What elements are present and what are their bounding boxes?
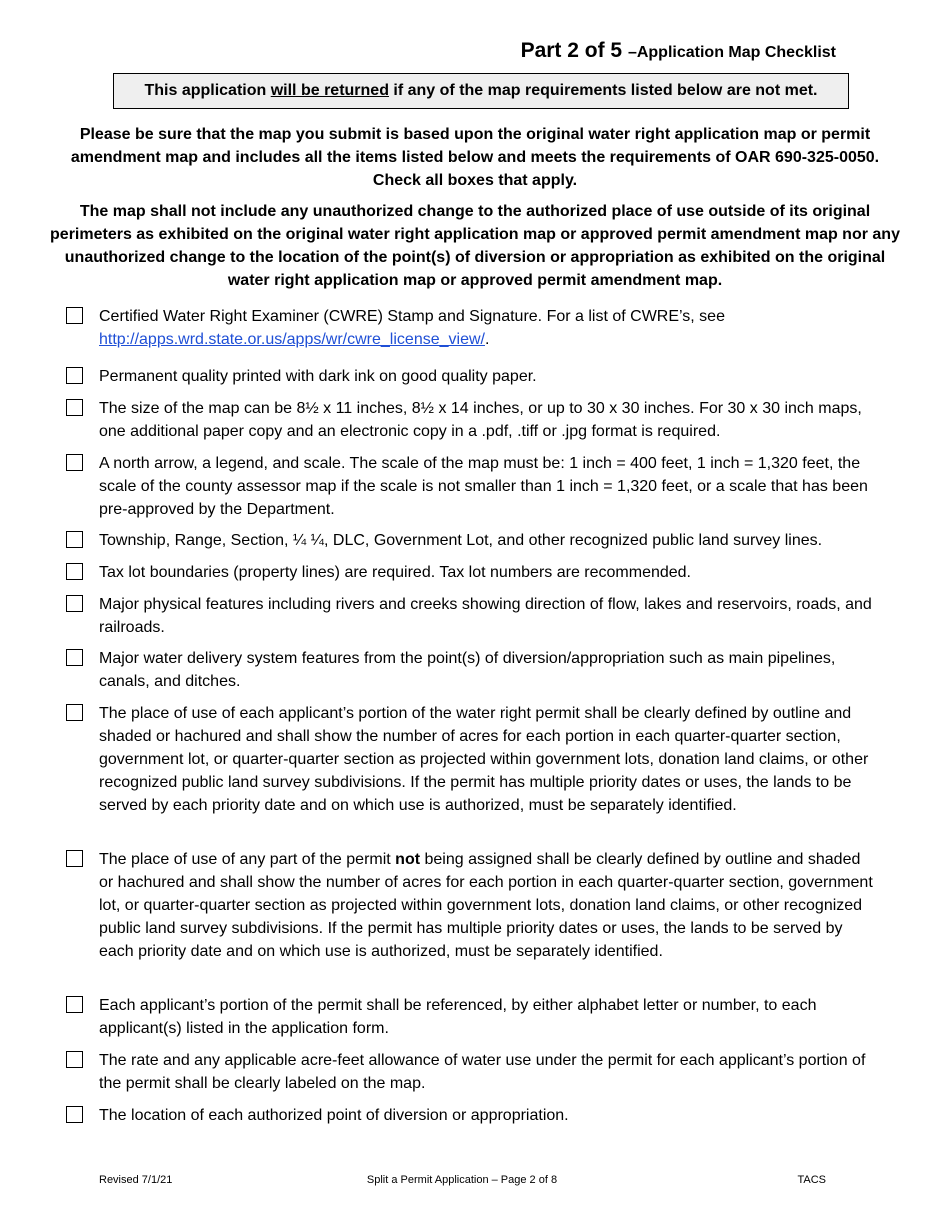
checkbox[interactable] bbox=[66, 704, 83, 721]
intro-paragraph: Please be sure that the map you submit is based upon the original water right application map or permit amendment map and includes all the items listed below and meets the requirements of OAR 690-325-0050. Check all boxes that apply. bbox=[70, 126, 880, 189]
checklist-item-text: The size of the map can be 8½ x 11 inches, 8½ x 14 inches, or up to 30 x 30 inches. For 30 x 30 inch maps, one additional paper copy and an electronic copy in a .pdf, .tiff or .jpg format is required. bbox=[99, 400, 862, 440]
checkbox[interactable] bbox=[66, 563, 83, 580]
header-subtitle: –Application Map Checklist bbox=[627, 44, 836, 61]
checkbox[interactable] bbox=[66, 307, 83, 324]
footer-revised: Revised 7/1/21 bbox=[99, 1174, 173, 1186]
page-header bbox=[521, 37, 836, 67]
part-label: Part 2 of 5 bbox=[520, 39, 623, 62]
checklist-item-text: A north arrow, a legend, and scale. The scale of the map must be: 1 inch = 400 feet, 1 inch = 1,320 feet, the scale of the county assessor map if the scale is not smaller than 1 inch = 1,320 feet, or a scale that has been pre-approved by the Department. bbox=[99, 455, 868, 518]
checkbox[interactable] bbox=[66, 649, 83, 666]
checklist-item-text: The location of each authorized point of diversion or appropriation. bbox=[99, 1107, 569, 1124]
checklist-item-text: Township, Range, Section, ¼ ¼, DLC, Government Lot, and other recognized public land survey lines. bbox=[99, 532, 823, 549]
restriction-paragraph: The map shall not include any unauthorized change to the authorized place of use outside of its original perimeters as exhibited on the original water right application map or approved permit amendment map nor any unauthorized change to the location of the point(s) of diversion or appropriation as exhibited on the original water right application map or approved permit amendment map. bbox=[50, 203, 900, 289]
checkbox[interactable] bbox=[66, 531, 83, 548]
checkbox[interactable] bbox=[66, 399, 83, 416]
checklist-item-text: The place of use of any part of the permit not being assigned shall be clearly defined by outline and shaded or hachured and shall show the number of acres for each portion in each quarter-quarter section, government lot, or quarter-quarter section as projected within government lots, donation land claims, or other recognized public land survey subdivisions. If the permit has multiple priority dates or uses, the lands to be served by each priority date and on which use is authorized, must be separately identified. bbox=[99, 851, 873, 960]
checklist-item-text: The rate and any applicable acre-feet allowance of water use under the permit for each applicant’s portion of the permit shall be clearly labeled on the map. bbox=[99, 1052, 866, 1092]
banner-suffix: if any of the map requirements listed below are not met. bbox=[388, 82, 818, 99]
checklist-item-text: Major physical features including rivers and creeks showing direction of flow, lakes and reservoirs, roads, and railroads. bbox=[99, 596, 872, 636]
return-warning-banner bbox=[113, 73, 849, 109]
not-emphasis: not bbox=[395, 851, 421, 868]
checklist-item-text: Major water delivery system features from the point(s) of diversion/appropriation such as main pipelines, canals, and ditches. bbox=[99, 650, 836, 690]
banner-prefix: This application bbox=[144, 82, 271, 99]
checkbox[interactable] bbox=[66, 595, 83, 612]
banner-emphasis: will be returned bbox=[270, 82, 389, 99]
checklist-item-text: Each applicant’s portion of the permit shall be referenced, by either alphabet letter or number, to each applicant(s) listed in the application form. bbox=[99, 997, 817, 1037]
footer-code: TACS bbox=[797, 1174, 826, 1186]
footer-page: Split a Permit Application – Page 2 of 8 bbox=[366, 1174, 558, 1186]
checkbox[interactable] bbox=[66, 1051, 83, 1068]
cwre-list-link[interactable]: http://apps.wrd.state.or.us/apps/wr/cwre_license_view/ bbox=[99, 331, 485, 348]
checklist-item-text: Certified Water Right Examiner (CWRE) Stamp and Signature. For a list of CWRE’s, see http://apps.wrd.state.or.us/apps/wr/cwre_license_view/. bbox=[99, 308, 725, 348]
checklist-item-text: Permanent quality printed with dark ink on good quality paper. bbox=[99, 368, 537, 385]
checkbox[interactable] bbox=[66, 367, 83, 384]
checklist-item-text: The place of use of each applicant’s portion of the water right permit shall be clearly defined by outline and shaded or hachured and shall show the number of acres for each portion in each quarter-quarter section, government lot, or quarter-quarter section as projected within government lots, donation land claims, or other recognized public land survey subdivisions. If the permit has multiple priority dates or uses, the lands to be served by each priority date and on which use is authorized, must be separately identified. bbox=[99, 705, 869, 814]
checklist-item-text: Tax lot boundaries (property lines) are required. Tax lot numbers are recommended. bbox=[99, 564, 691, 581]
checkbox[interactable] bbox=[66, 454, 83, 471]
checkbox[interactable] bbox=[66, 1106, 83, 1123]
checkbox[interactable] bbox=[66, 996, 83, 1013]
checkbox[interactable] bbox=[66, 850, 83, 867]
